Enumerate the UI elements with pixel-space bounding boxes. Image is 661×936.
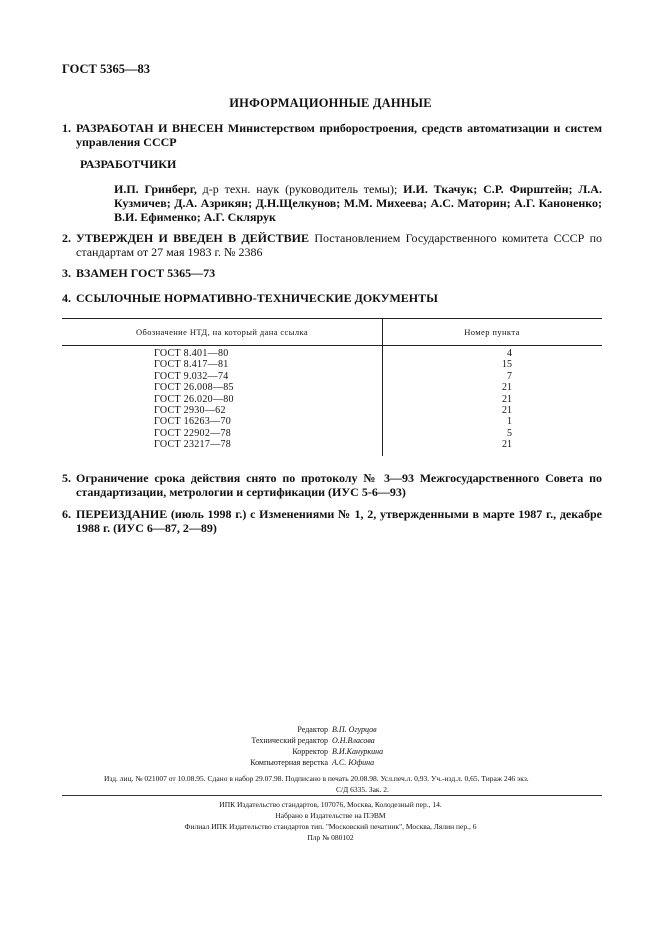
table-cell-document: ГОСТ 16263—70 bbox=[154, 416, 232, 428]
table-cell-document: ГОСТ 26.008—85 bbox=[154, 382, 234, 394]
footer-line: Набрано в Издательстве на ПЭВМ bbox=[275, 811, 386, 820]
credit-row bbox=[0, 724, 661, 735]
section-6 bbox=[62, 507, 602, 535]
section-1 bbox=[62, 121, 602, 149]
table-cell-clause: 5 bbox=[507, 427, 512, 439]
page-title: ИНФОРМАЦИОННЫЕ ДАННЫЕ bbox=[229, 96, 432, 110]
table-cell-clause: 21 bbox=[502, 439, 512, 451]
section-text: ВЗАМЕН ГОСТ 5365—73 bbox=[76, 266, 216, 280]
section-number: 6. bbox=[62, 507, 71, 521]
developer-names: И.И. Ткачук; С.Р. Фирштейн; Л.А. Кузмичев; Д.А. Азрикян; Д.Н.Щелкунов; М.М. Михеева; А.С. Маторин; А.Г. Каноненко; В.И. Ефименко; А.Г. Склярук bbox=[114, 182, 602, 224]
credit-name: О.Н.Власова bbox=[332, 736, 375, 745]
credit-label: Корректор bbox=[292, 747, 328, 756]
section-4 bbox=[62, 291, 602, 305]
section-number: 1. bbox=[62, 121, 71, 135]
table-cell-document: ГОСТ 26.020—80 bbox=[154, 393, 234, 405]
section-5 bbox=[62, 471, 602, 499]
print-info-line: Изд. лиц. № 021007 от 10.08.95. Сдано в набор 29.07.98. Подписано в печать 20.08.98. Усл.печ.л. 0,93. Уч.-изд.л. 0,65. Тираж 246 экз. bbox=[104, 774, 529, 783]
print-info-line: С/Д 6335. Зак. 2. bbox=[336, 785, 389, 794]
section-2 bbox=[62, 231, 602, 259]
table-header-rule bbox=[62, 345, 602, 346]
publisher-footer bbox=[0, 799, 661, 843]
table-cell-clause: 21 bbox=[502, 382, 512, 394]
credit-row bbox=[0, 746, 661, 757]
table-cell-clause: 1 bbox=[507, 416, 512, 428]
table-cell-document: ГОСТ 22902—78 bbox=[154, 427, 232, 439]
table-column-clauses bbox=[422, 348, 512, 451]
credit-name: А.С. Юфина bbox=[332, 758, 375, 767]
section-number: 2. bbox=[62, 231, 71, 245]
developers-list bbox=[114, 182, 602, 224]
table-cell-document: ГОСТ 8.401—80 bbox=[154, 348, 229, 359]
developer-lead: И.П. Гринберг, bbox=[114, 182, 197, 196]
section-body: Постановлением Государственного комитета СССР по стандартам от 27 мая 1983 г. № 2386 bbox=[76, 231, 603, 259]
footer-rule bbox=[62, 795, 602, 796]
table-top-rule bbox=[62, 318, 602, 319]
developer-lead-role: д-р техн. наук (руководитель темы); bbox=[196, 182, 404, 196]
table-cell-clause: 4 bbox=[507, 348, 512, 359]
table-cell-clause: 21 bbox=[502, 393, 512, 405]
table-header-document: Обозначение НТД, на который дана ссылка bbox=[135, 327, 309, 337]
section-number: 3. bbox=[62, 266, 71, 280]
section-3 bbox=[62, 266, 602, 280]
credit-row bbox=[0, 757, 661, 768]
table-cell-document: ГОСТ 9.032—74 bbox=[154, 370, 229, 382]
document-code: ГОСТ 5365—83 bbox=[62, 62, 151, 76]
section-text: ПЕРЕИЗДАНИЕ (июль 1998 г.) с Изменениями № 1, 2, утвержденными в марте 1987 г., декабре 1988 г. (ИУС 6—87, 2—89) bbox=[76, 507, 602, 535]
table-cell-clause: 21 bbox=[502, 405, 512, 417]
section-number: 5. bbox=[62, 471, 71, 485]
table-header-clause: Номер пункта bbox=[464, 327, 520, 337]
table-cell-document: ГОСТ 8.417—81 bbox=[154, 359, 229, 371]
credit-label: Компьютерная верстка bbox=[250, 758, 328, 767]
table-cell-document: ГОСТ 23217—78 bbox=[154, 439, 232, 451]
table-cell-clause: 7 bbox=[507, 370, 512, 382]
credit-name: В.И.Кануркина bbox=[332, 747, 384, 756]
section-text: ССЫЛОЧНЫЕ НОРМАТИВНО-ТЕХНИЧЕСКИЕ ДОКУМЕНТЫ bbox=[76, 291, 438, 305]
credit-row bbox=[0, 735, 661, 746]
credit-label: Редактор bbox=[297, 725, 328, 734]
table-cell-document: ГОСТ 2930—62 bbox=[154, 405, 226, 417]
credit-label: Технический редактор bbox=[251, 736, 328, 745]
print-info bbox=[104, 773, 614, 795]
section-number: 4. bbox=[62, 291, 71, 305]
credit-name: В.П. Огурцов bbox=[332, 725, 377, 734]
section-text bbox=[76, 231, 602, 259]
table-cell-clause: 15 bbox=[502, 359, 512, 371]
footer-line: Филиал ИПК Издательство стандартов тип. "Московский печатник", Москва, Лялин пер., 6 bbox=[184, 822, 477, 831]
table-column-divider bbox=[382, 318, 383, 456]
footer-line: Плр № 080102 bbox=[307, 833, 354, 842]
section-text: РАЗРАБОТАН И ВНЕСЕН Министерством приборостроения, средств автоматизации и систем управления СССР bbox=[76, 121, 602, 149]
developers-heading: РАЗРАБОТЧИКИ bbox=[80, 157, 177, 171]
section-text: Ограничение срока действия снято по протоколу № 3—93 Межгосударственного Совета по стандартизации, метрологии и сертификации (ИУС 5-6—93) bbox=[76, 471, 602, 499]
table-column-documents bbox=[154, 348, 234, 451]
section-heading: УТВЕРЖДЕН И ВВЕДЕН В ДЕЙСТВИЕ bbox=[76, 231, 310, 245]
footer-line: ИПК Издательство стандартов, 107076, Москва, Колодезный пер., 14. bbox=[219, 800, 442, 809]
editorial-credits bbox=[0, 724, 661, 768]
